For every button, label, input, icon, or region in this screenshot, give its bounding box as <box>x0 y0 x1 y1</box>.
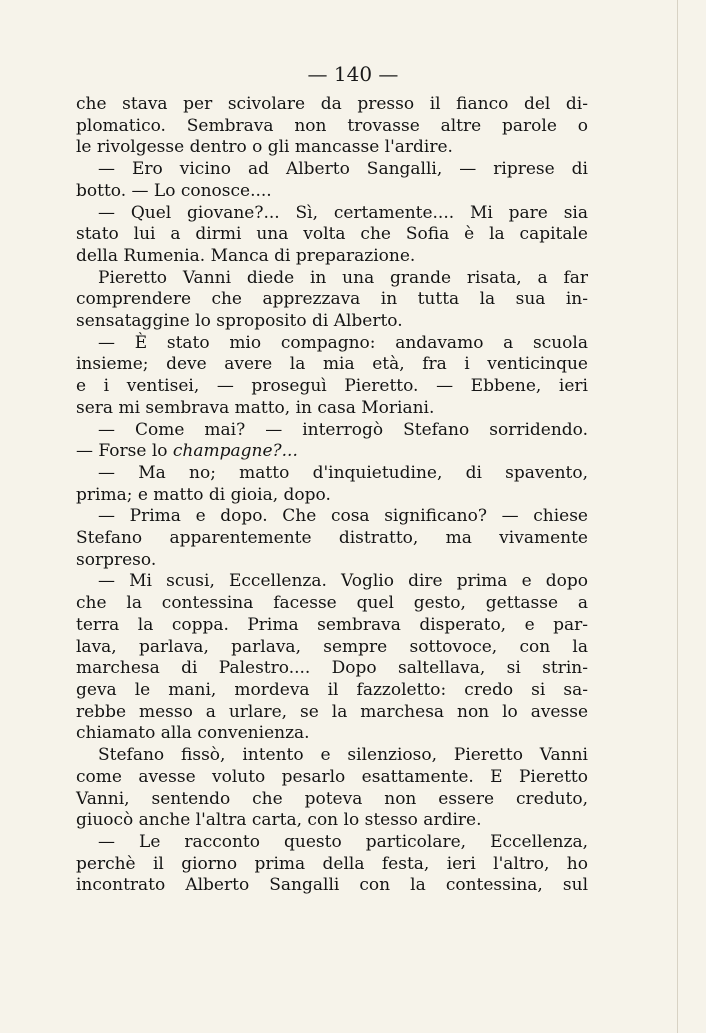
text-line: — Le racconto questo particolare, Eccellenza, <box>98 831 588 852</box>
text-line: — Come mai? — interrogò Stefano sorridendo. <box>98 419 588 440</box>
text-line: Pieretto Vanni diede in una grande risata, a far <box>98 267 588 288</box>
italic-word: champagne?... <box>172 441 298 462</box>
text-line: rebbe messo a urlare, se la marchesa non lo avesse <box>76 701 588 722</box>
text-line: le rivolgesse dentro o gli mancasse l'ardire. <box>76 137 453 158</box>
text-line-italic <box>76 441 588 463</box>
page-number: — 140 — <box>307 62 399 86</box>
text-line: incontrato Alberto Sangalli con la contessina, sul <box>76 875 588 896</box>
text-line: prima; e matto di gioia, dopo. <box>76 484 331 505</box>
text-line: — È stato mio compagno: andavamo a scuola <box>98 332 588 353</box>
text-line: Stefano apparentemente distratto, ma vivamente <box>76 528 588 549</box>
text-line: marchesa di Palestro.... Dopo saltellava, si strin- <box>76 658 588 679</box>
text-line: perchè il giorno prima della festa, ieri l'altro, ho <box>76 853 588 874</box>
text-line: sensataggine lo sproposito di Alberto. <box>76 311 403 332</box>
text-line: terra la coppa. Prima sembrava disperato, e par- <box>76 614 588 635</box>
text-line: che la contessina facesse quel gesto, gettasse a <box>76 593 588 614</box>
text-line: — Prima e dopo. Che cosa significano? — chiese <box>98 506 588 527</box>
text-line: — Mi scusi, Eccellenza. Voglio dire prima e dopo <box>98 571 588 592</box>
body-text <box>76 94 588 897</box>
text-line: giuocò anche l'altra carta, con lo stesso ardire. <box>76 810 482 831</box>
text-line: insieme; deve avere la mia età, fra i venticinque <box>76 354 588 375</box>
text-line: come avesse voluto pesarlo esattamente. E Pieretto <box>76 766 588 787</box>
text-line: — Ma no; matto d'inquietudine, di spavento, <box>98 462 588 483</box>
text-line: plomatico. Sembrava non trovasse altre parole o <box>76 115 588 136</box>
text-line: che stava per scivolare da presso il fianco del di- <box>76 94 588 114</box>
text-line: Vanni, sentendo che poteva non essere creduto, <box>76 788 588 809</box>
text-line: stato lui a dirmi una volta che Sofia è la capitale <box>76 224 588 245</box>
text-line: e i ventisei, — proseguì Pieretto. — Ebbene, ieri <box>76 376 588 397</box>
text-line: geva le mani, mordeva il fazzoletto: credo si sa- <box>76 679 588 700</box>
text-line: — Quel giovane?... Sì, certamente.... Mi pare sia <box>98 202 588 223</box>
text-line: sorpreso. <box>76 549 157 570</box>
text-fragment: — Forse lo <box>76 441 173 462</box>
text-line: — Ero vicino ad Alberto Sangalli, — riprese di <box>98 159 588 180</box>
text-line: comprendere che apprezzava in tutta la sua in- <box>76 289 588 310</box>
text-line: botto. — Lo conosce.... <box>76 180 272 201</box>
text-line: Stefano fissò, intento e silenzioso, Pieretto Vanni <box>98 745 588 766</box>
text-line: della Rumenia. Manca di preparazione. <box>76 245 416 266</box>
text-line: chiamato alla convenienza. <box>76 723 310 744</box>
text-line: lava, parlava, parlava, sempre sottovoce, con la <box>76 636 588 657</box>
text-line: sera mi sembrava matto, in casa Moriani. <box>76 397 435 418</box>
page-edge-divider <box>677 0 678 1033</box>
